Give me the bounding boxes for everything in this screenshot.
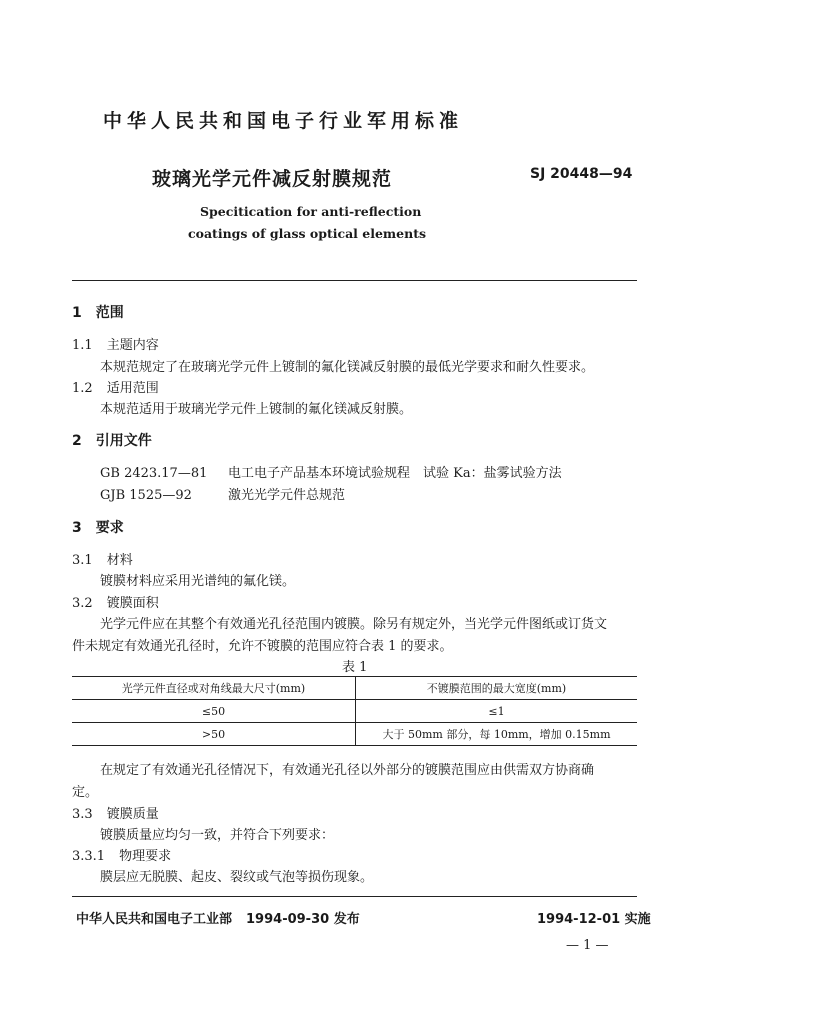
- issuer-name: 中华人民共和国电子工业部: [76, 912, 233, 927]
- section-3-3-text: 镀膜质量应均匀一致，并符合下列要求：: [100, 828, 335, 843]
- after-table-text-line2: 定。: [72, 785, 99, 800]
- table-header-cell: 不镀膜范围的最大宽度(mm): [356, 677, 638, 700]
- section-title: 物理要求: [119, 849, 172, 864]
- section-number: 1.1: [72, 338, 93, 353]
- section-3-2-text-line2: 件未规定有效通光孔径时，允许不镀膜的范围应符合表 1 的要求。: [72, 639, 453, 654]
- effective-date: 1994-12-01 实施: [537, 912, 651, 927]
- section-1-2-text: 本规范适用于玻璃光学元件上镀制的氟化镁减反射膜。: [100, 402, 413, 417]
- section-3-heading: [72, 517, 124, 537]
- section-number: 3.3.1: [72, 849, 106, 864]
- section-number: 3.2: [72, 596, 93, 611]
- reference-name: 电工电子产品基本环境试验规程 试验 Ka：盐雾试验方法: [228, 466, 562, 481]
- section-title: 适用范围: [106, 381, 159, 396]
- reference-code: GB 2423.17—81: [100, 466, 208, 481]
- section-1-heading: [72, 302, 124, 322]
- table-cell: >50: [72, 723, 356, 746]
- section-number: 3.1: [72, 553, 93, 568]
- reference-name: 激光光学元件总规范: [228, 488, 346, 503]
- section-3-1-heading: [72, 549, 133, 568]
- reference-item: [100, 462, 562, 481]
- after-table-text-line1: 在规定了有效通光孔径情况下，有效通光孔径以外部分的镀膜范围应由供需双方协商确: [100, 763, 595, 778]
- section-title: 要求: [95, 520, 124, 536]
- section-title: 范围: [95, 305, 124, 321]
- table-row: [72, 723, 637, 746]
- section-3-2-text-line1: 光学元件应在其整个有效通光孔径范围内镀膜。除另有规定外，当光学元件图纸或订货文: [100, 617, 608, 632]
- section-3-2-heading: [72, 592, 159, 611]
- table-cell: ≤1: [356, 700, 638, 723]
- section-number: 1: [72, 305, 82, 321]
- reference-item: [100, 484, 345, 503]
- footer-divider: [72, 896, 637, 897]
- table-cell: ≤50: [72, 700, 356, 723]
- section-title: 主题内容: [106, 338, 159, 353]
- page-number: — 1 —: [566, 938, 609, 953]
- section-3-3-heading: [72, 803, 159, 822]
- english-title-line2: coatings of glass optical elements: [188, 226, 427, 241]
- section-1-2-heading: [72, 377, 159, 396]
- section-3-1-text: 镀膜材料应采用光谱纯的氟化镁。: [100, 574, 296, 589]
- section-3-3-1-text: 膜层应无脱膜、起皮、裂纹或气泡等损伤现象。: [100, 870, 374, 885]
- section-title: 镀膜面积: [106, 596, 159, 611]
- section-title: 镀膜质量: [106, 807, 159, 822]
- section-number: 3.3: [72, 807, 93, 822]
- coating-area-table: [72, 676, 637, 746]
- issue-date: 1994-09-30 发布: [246, 912, 360, 927]
- section-number: 3: [72, 520, 82, 536]
- section-title: 材料: [106, 553, 133, 568]
- section-3-3-1-heading: [72, 845, 171, 864]
- section-number: 2: [72, 433, 82, 449]
- reference-code: GJB 1525—92: [100, 488, 192, 503]
- section-1-1-text: 本规范规定了在玻璃光学元件上镀制的氟化镁减反射膜的最低光学要求和耐久性要求。: [100, 360, 595, 375]
- header-divider: [72, 280, 637, 281]
- table-header-row: [72, 677, 637, 700]
- section-number: 1.2: [72, 381, 93, 396]
- org-title: 中华人民共和国电子行业军用标准: [103, 110, 464, 132]
- footer-issuer: [76, 908, 360, 927]
- table-cell: 大于 50mm 部分，每 10mm，增加 0.15mm: [356, 723, 638, 746]
- doc-title: 玻璃光学元件减反射膜规范: [152, 168, 393, 190]
- table-header-cell: 光学元件直径或对角线最大尺寸(mm): [72, 677, 356, 700]
- section-1-1-heading: [72, 334, 159, 353]
- section-2-heading: [72, 430, 152, 450]
- english-title-line1: Specitication for anti-reflection: [200, 204, 422, 219]
- std-number: SJ 20448—94: [530, 166, 633, 182]
- table-caption: 表 1: [342, 660, 368, 675]
- section-title: 引用文件: [95, 433, 152, 449]
- table-row: [72, 700, 637, 723]
